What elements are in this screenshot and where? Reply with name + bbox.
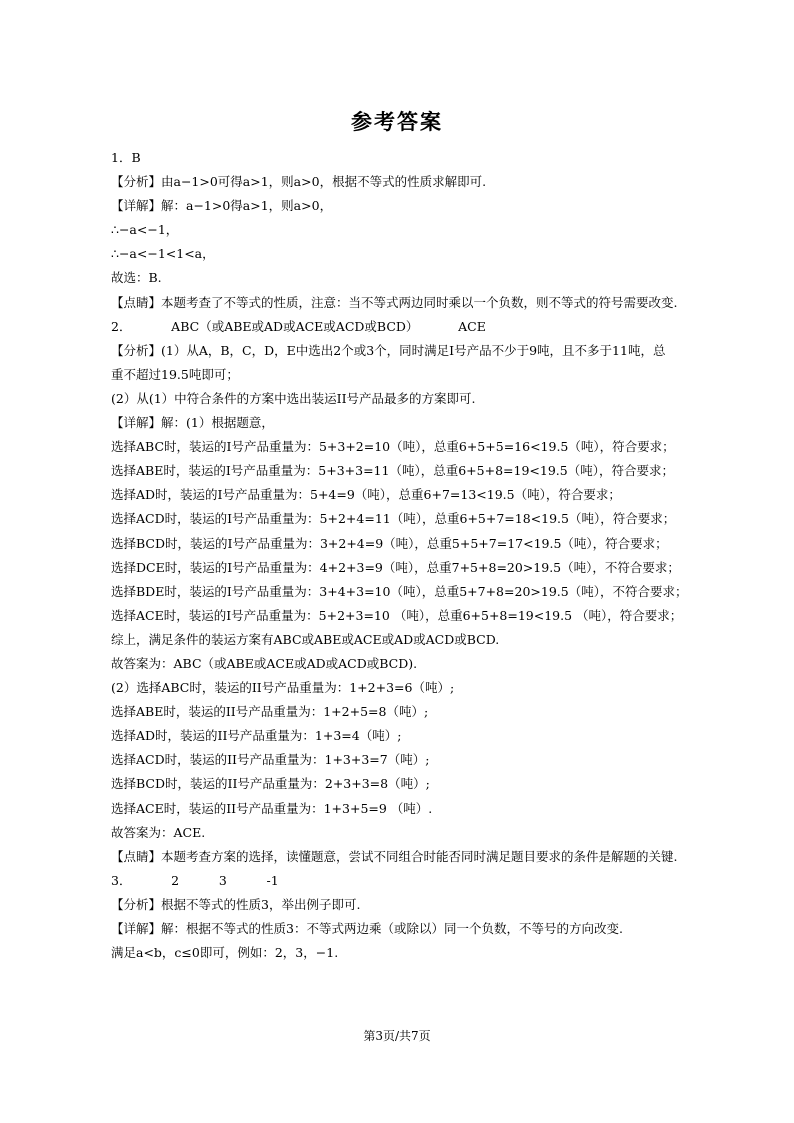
text-line: 选择DCE时，装运的I号产品重量为：4+2+3=9（吨），总重7+5+8=20>19.5（吨），不符合要求；	[111, 559, 680, 575]
text-line: 【分析】由a−1>0可得a>1，则a>0，根据不等式的性质求解即可.	[111, 174, 487, 190]
text-line: 选择BCD时，装运的I号产品重量为：3+2+4=9（吨），总重5+5+7=17<19.5（吨），符合要求；	[111, 535, 668, 551]
text-line: 满足a<b，c≤0即可，例如：2，3，−1.	[111, 945, 339, 961]
text-line: 重不超过19.5吨即可；	[111, 366, 239, 382]
text-line: ∴−a<−1，	[111, 222, 179, 238]
text-line: 故答案为：ACE.	[111, 824, 206, 840]
page-title: 参考答案	[351, 109, 443, 134]
text-line: 选择ACE时，装运的I号产品重量为：5+2+3=10 （吨），总重6+5+8=19<19.5 （吨），符合要求；	[111, 607, 683, 623]
text-line: 故选：B.	[111, 270, 162, 286]
text-line: 【分析】根据不等式的性质3，举出例子即可.	[111, 896, 361, 912]
text-line: 选择ACD时，装运的I号产品重量为：5+2+4=11（吨），总重6+5+7=18<19.5（吨），符合要求；	[111, 511, 676, 527]
text-line: 【详解】解：(1）根据题意，	[111, 415, 274, 431]
text-line: 综上，满足条件的装运方案有ABC或ABE或ACE或AD或ACD或BCD.	[111, 631, 500, 647]
text-line: 3． 2 3 -1	[111, 872, 279, 888]
text-line: 【点睛】本题考查方案的选择，读懂题意，尝试不同组合时能否同时满足题目要求的条件是解题的关键.	[111, 848, 678, 864]
text-line: 选择ACD时，装运的II号产品重量为：1+3+3=7（吨）;	[111, 752, 430, 768]
text-line: 2． ABC（或ABE或AD或ACE或ACD或BCD） ACE	[111, 318, 486, 334]
text-line: 【分析】(1）从A，B，C，D，E中选出2个或3个，同时满足I号产品不少于9吨，且不多于11吨，总	[111, 342, 666, 358]
text-line: 选择BCD时，装运的II号产品重量为：2+3+3=8（吨）;	[111, 776, 430, 792]
text-line: 选择ABE时，装运的I号产品重量为：5+3+3=11（吨），总重6+5+8=19<19.5（吨），符合要求；	[111, 463, 674, 479]
text-line: 选择BDE时，装运的I号产品重量为：3+4+3=10（吨），总重5+7+8=20>19.5（吨），不符合要求；	[111, 583, 688, 599]
text-line: 故答案为：ABC（或ABE或ACE或AD或ACD或BCD).	[111, 655, 418, 671]
text-line: (2）从(1）中符合条件的方案中选出装运II号产品最多的方案即可.	[111, 390, 476, 406]
text-line: (2）选择ABC时，装运的II号产品重量为：1+2+3=6（吨）;	[111, 680, 455, 696]
text-line: 【点睛】本题考查了不等式的性质，注意：当不等式两边同时乘以一个负数，则不等式的符号需要改变.	[111, 294, 678, 310]
text-line: 选择ABC时，装运的I号产品重量为：5+3+2=10（吨），总重6+5+5=16<19.5（吨），符合要求；	[111, 439, 675, 455]
text-line: 选择AD时，装运的II号产品重量为：1+3=4（吨）;	[111, 728, 402, 744]
text-line: 【详解】解：根据不等式的性质3：不等式两边乘（或除以）同一个负数，不等号的方向改变.	[111, 921, 623, 936]
text-line: 选择AD时，装运的I号产品重量为：5+4=9（吨），总重6+7=13<19.5（吨），符合要求；	[111, 487, 621, 503]
answer-body	[111, 146, 701, 965]
text-line: 1．B	[111, 150, 141, 165]
text-line: 【详解】解：a−1>0得a>1，则a>0，	[111, 198, 333, 214]
text-line: ∴−a<−1<1<a，	[111, 246, 215, 262]
page-footer: 第3页/共7页	[363, 1029, 431, 1043]
text-line: 选择ACE时，装运的II号产品重量为：1+3+5=9 （吨）.	[111, 800, 433, 816]
text-line: 选择ABE时，装运的II号产品重量为：1+2+5=8（吨）;	[111, 704, 429, 720]
